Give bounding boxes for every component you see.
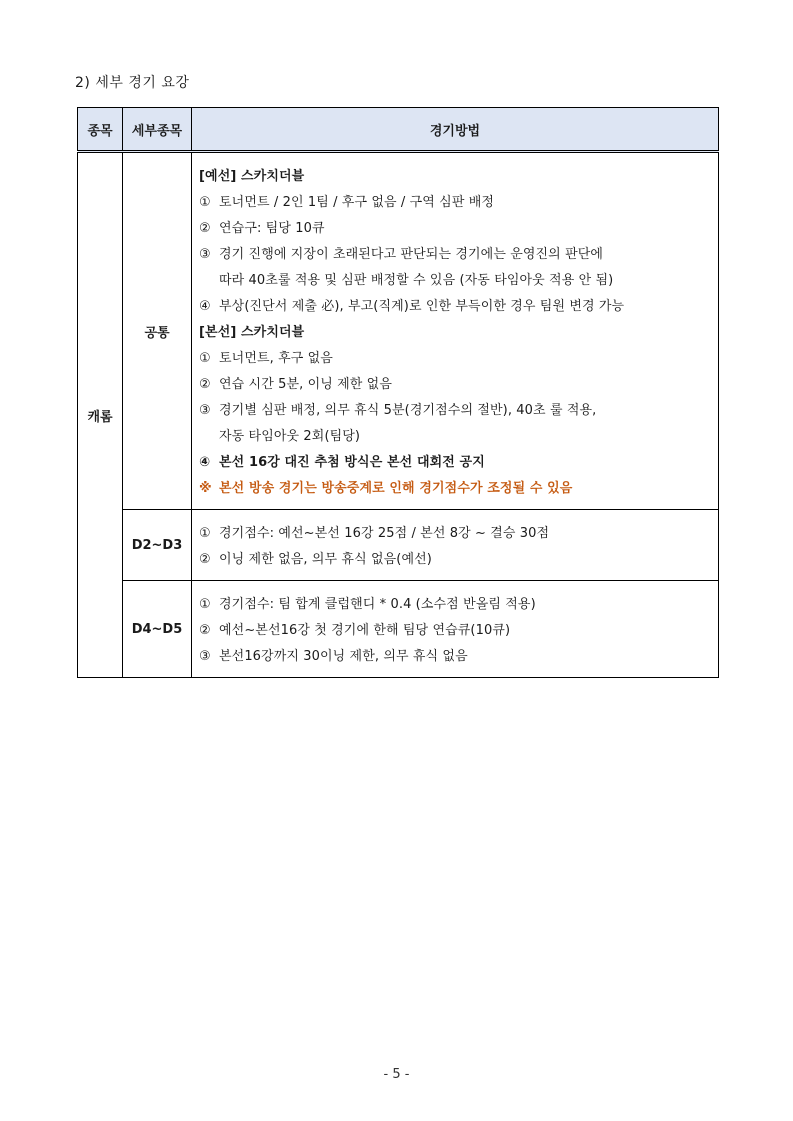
subcategory-cell: D4~D5 <box>123 581 192 678</box>
method-cell <box>192 510 719 581</box>
rule-line <box>199 190 712 216</box>
rule-line <box>199 268 712 294</box>
page-number: - 5 - <box>383 1067 410 1082</box>
line-text: 경기점수: 팀 합계 클럽핸디 * 0.4 (소수점 반올림 적용) <box>219 597 536 612</box>
header-subcategory: 세부종목 <box>123 108 192 152</box>
item-marker: ③ <box>199 247 211 262</box>
rule-line <box>199 592 712 618</box>
rule-line <box>199 216 712 242</box>
item-marker: ① <box>199 351 211 366</box>
rule-line <box>199 242 712 268</box>
item-marker: ④ <box>199 455 211 470</box>
method-cell <box>192 152 719 510</box>
subcategory-cell: D2~D3 <box>123 510 192 581</box>
rule-line <box>199 618 712 644</box>
item-marker: ① <box>199 195 211 210</box>
table-header-row <box>78 108 719 152</box>
item-marker: ③ <box>199 649 211 664</box>
table-row <box>78 581 719 678</box>
line-text: [본선] 스카치더블 <box>199 325 305 340</box>
rule-line <box>199 294 712 320</box>
competition-rules-table <box>77 107 719 678</box>
item-marker: ② <box>199 552 211 567</box>
item-marker: ② <box>199 377 211 392</box>
rule-line <box>199 521 712 547</box>
line-text: 본선16강까지 30이닝 제한, 의무 휴식 없음 <box>219 649 468 664</box>
line-text: 경기점수: 예선~본선 16강 25점 / 본선 8강 ~ 결승 30점 <box>219 526 550 541</box>
rule-line <box>199 450 712 476</box>
item-marker: ① <box>199 597 211 612</box>
line-text: [예선] 스카치더블 <box>199 169 305 184</box>
line-text: 부상(진단서 제출 必), 부고(직계)로 인한 부득이한 경우 팀원 변경 가능 <box>219 299 625 314</box>
table-row <box>78 152 719 510</box>
line-text: 토너먼트 / 2인 1팀 / 후구 없음 / 구역 심판 배정 <box>219 195 495 210</box>
rule-line <box>199 346 712 372</box>
header-category: 종목 <box>78 108 123 152</box>
line-text: 따라 40초룰 적용 및 심판 배정할 수 있음 (자동 타임아웃 적용 안 됨) <box>219 273 614 288</box>
rule-line <box>199 644 712 670</box>
section-title: 2) 세부 경기 요강 <box>75 75 190 91</box>
rule-line <box>199 547 712 573</box>
line-text: 본선 16강 대진 추첨 방식은 본선 대회전 공지 <box>219 455 485 470</box>
notice-line <box>199 476 712 502</box>
item-marker: ④ <box>199 299 211 314</box>
subcategory-cell: 공통 <box>123 152 192 510</box>
category-cell: 캐롬 <box>78 152 123 678</box>
item-marker: ② <box>199 221 211 236</box>
item-marker: ① <box>199 526 211 541</box>
header-method: 경기방법 <box>192 108 719 152</box>
line-text: 자동 타임아웃 2회(팀당) <box>219 429 361 444</box>
section-heading <box>199 320 712 346</box>
line-text: 연습 시간 5분, 이닝 제한 없음 <box>219 377 393 392</box>
rule-line <box>199 424 712 450</box>
item-marker: ③ <box>199 403 211 418</box>
table-row <box>78 510 719 581</box>
item-marker: ② <box>199 623 211 638</box>
section-heading <box>199 164 712 190</box>
line-text: 연습구: 팀당 10큐 <box>219 221 325 236</box>
line-text: 경기별 심판 배정, 의무 휴식 5분(경기점수의 절반), 40초 룰 적용, <box>219 403 597 418</box>
line-text: 예선~본선16강 첫 경기에 한해 팀당 연습큐(10큐) <box>219 623 511 638</box>
line-text: 본선 방송 경기는 방송중계로 인해 경기점수가 조정될 수 있음 <box>219 481 573 496</box>
line-text: 경기 진행에 지장이 초래된다고 판단되는 경기에는 운영진의 판단에 <box>219 247 604 262</box>
rule-line <box>199 398 712 424</box>
rule-line <box>199 372 712 398</box>
item-marker: ※ <box>199 481 212 496</box>
line-text: 토너먼트, 후구 없음 <box>219 351 333 366</box>
line-text: 이닝 제한 없음, 의무 휴식 없음(예선) <box>219 552 432 567</box>
method-cell <box>192 581 719 678</box>
